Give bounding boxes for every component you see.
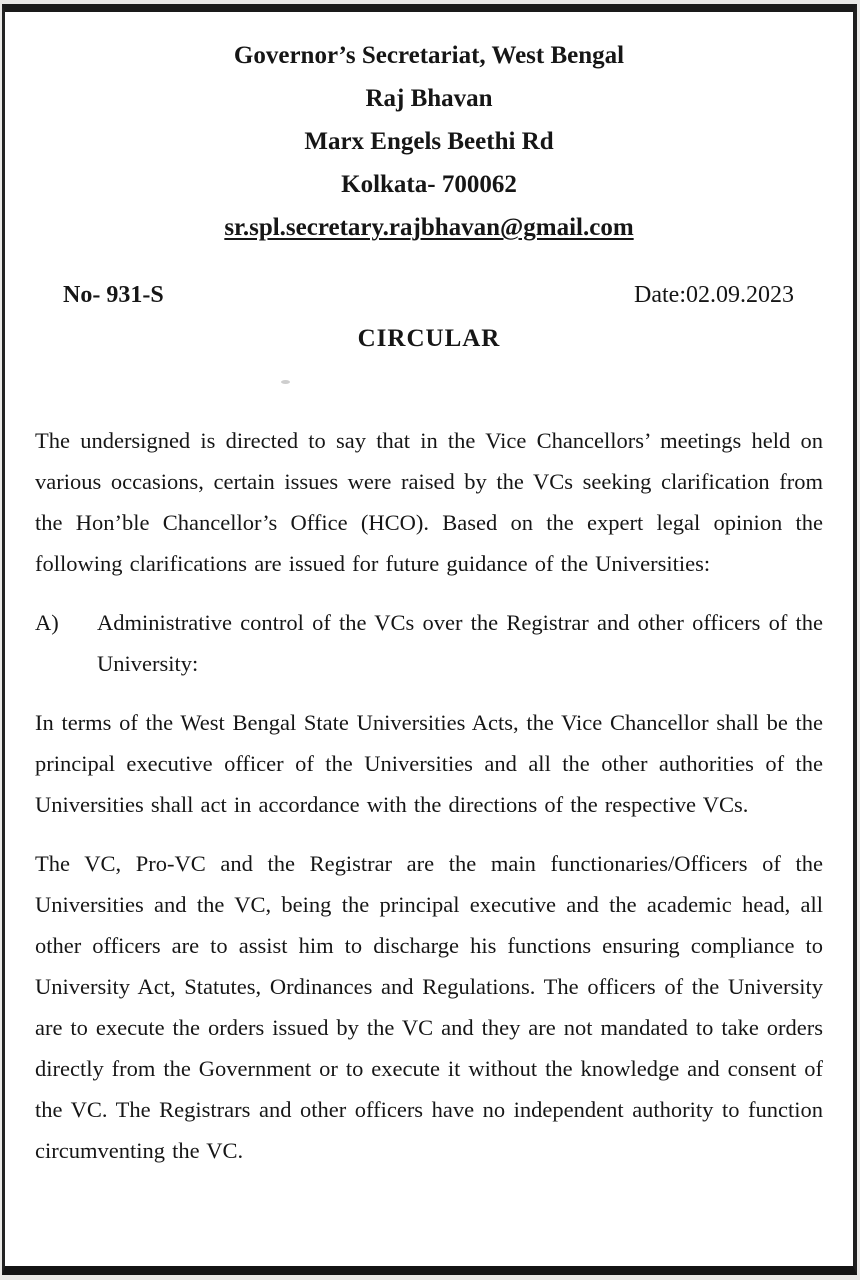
email-address: sr.spl.secretary.rajbhavan@gmail.com [224,214,634,241]
scan-artifact-mark [281,380,290,384]
reference-number: No- 931-S [63,282,164,308]
clause-a-label: A) [35,610,59,635]
document-date: Date:02.09.2023 [634,282,794,308]
reference-row [35,275,823,316]
letterhead [35,34,823,249]
city-postal: Kolkata- 700062 [341,171,517,198]
clause-a [35,602,823,684]
paragraph-intro: The undersigned is directed to say that in the Vice Chancellors’ meetings held on various occasions, certain issues were raised by the VCs seeking clarification from the Hon’ble Chancellor’s Office (HCO). Based on the expert legal opinion the following clarifications are issued for future guidance of the Universities: [35,428,823,576]
paragraph-authority: In terms of the West Bengal State Universities Acts, the Vice Chancellor shall be the principal executive officer of the Universities and all the other authorities of the Universities shall act in accordance with the directions of the respective VCs. [35,710,823,817]
paragraph-functionaries: The VC, Pro-VC and the Registrar are the main functionaries/Officers of the Universities and the VC, being the principal executive and the academic head, all other officers are to assist him to discharge his functions ensuring compliance to University Act, Statutes, Ordinances and Regulations. The officers of the University are to execute the orders issued by the VC and they are not mandated to take orders directly from the Government or to execute it without the knowledge and consent of the VC. The Registrars and other officers have no independent authority to function circumventing the VC. [35,851,823,1163]
document-title: CIRCULAR [357,325,501,352]
scanned-document-page [2,4,857,1275]
street-address: Marx Engels Beethi Rd [304,128,554,155]
document-content [5,34,853,1171]
org-name: Governor’s Secretariat, West Bengal [233,42,625,69]
building-name: Raj Bhavan [365,85,493,112]
clause-a-text: Administrative control of the VCs over the Registrar and other officers of the University: [97,610,823,676]
